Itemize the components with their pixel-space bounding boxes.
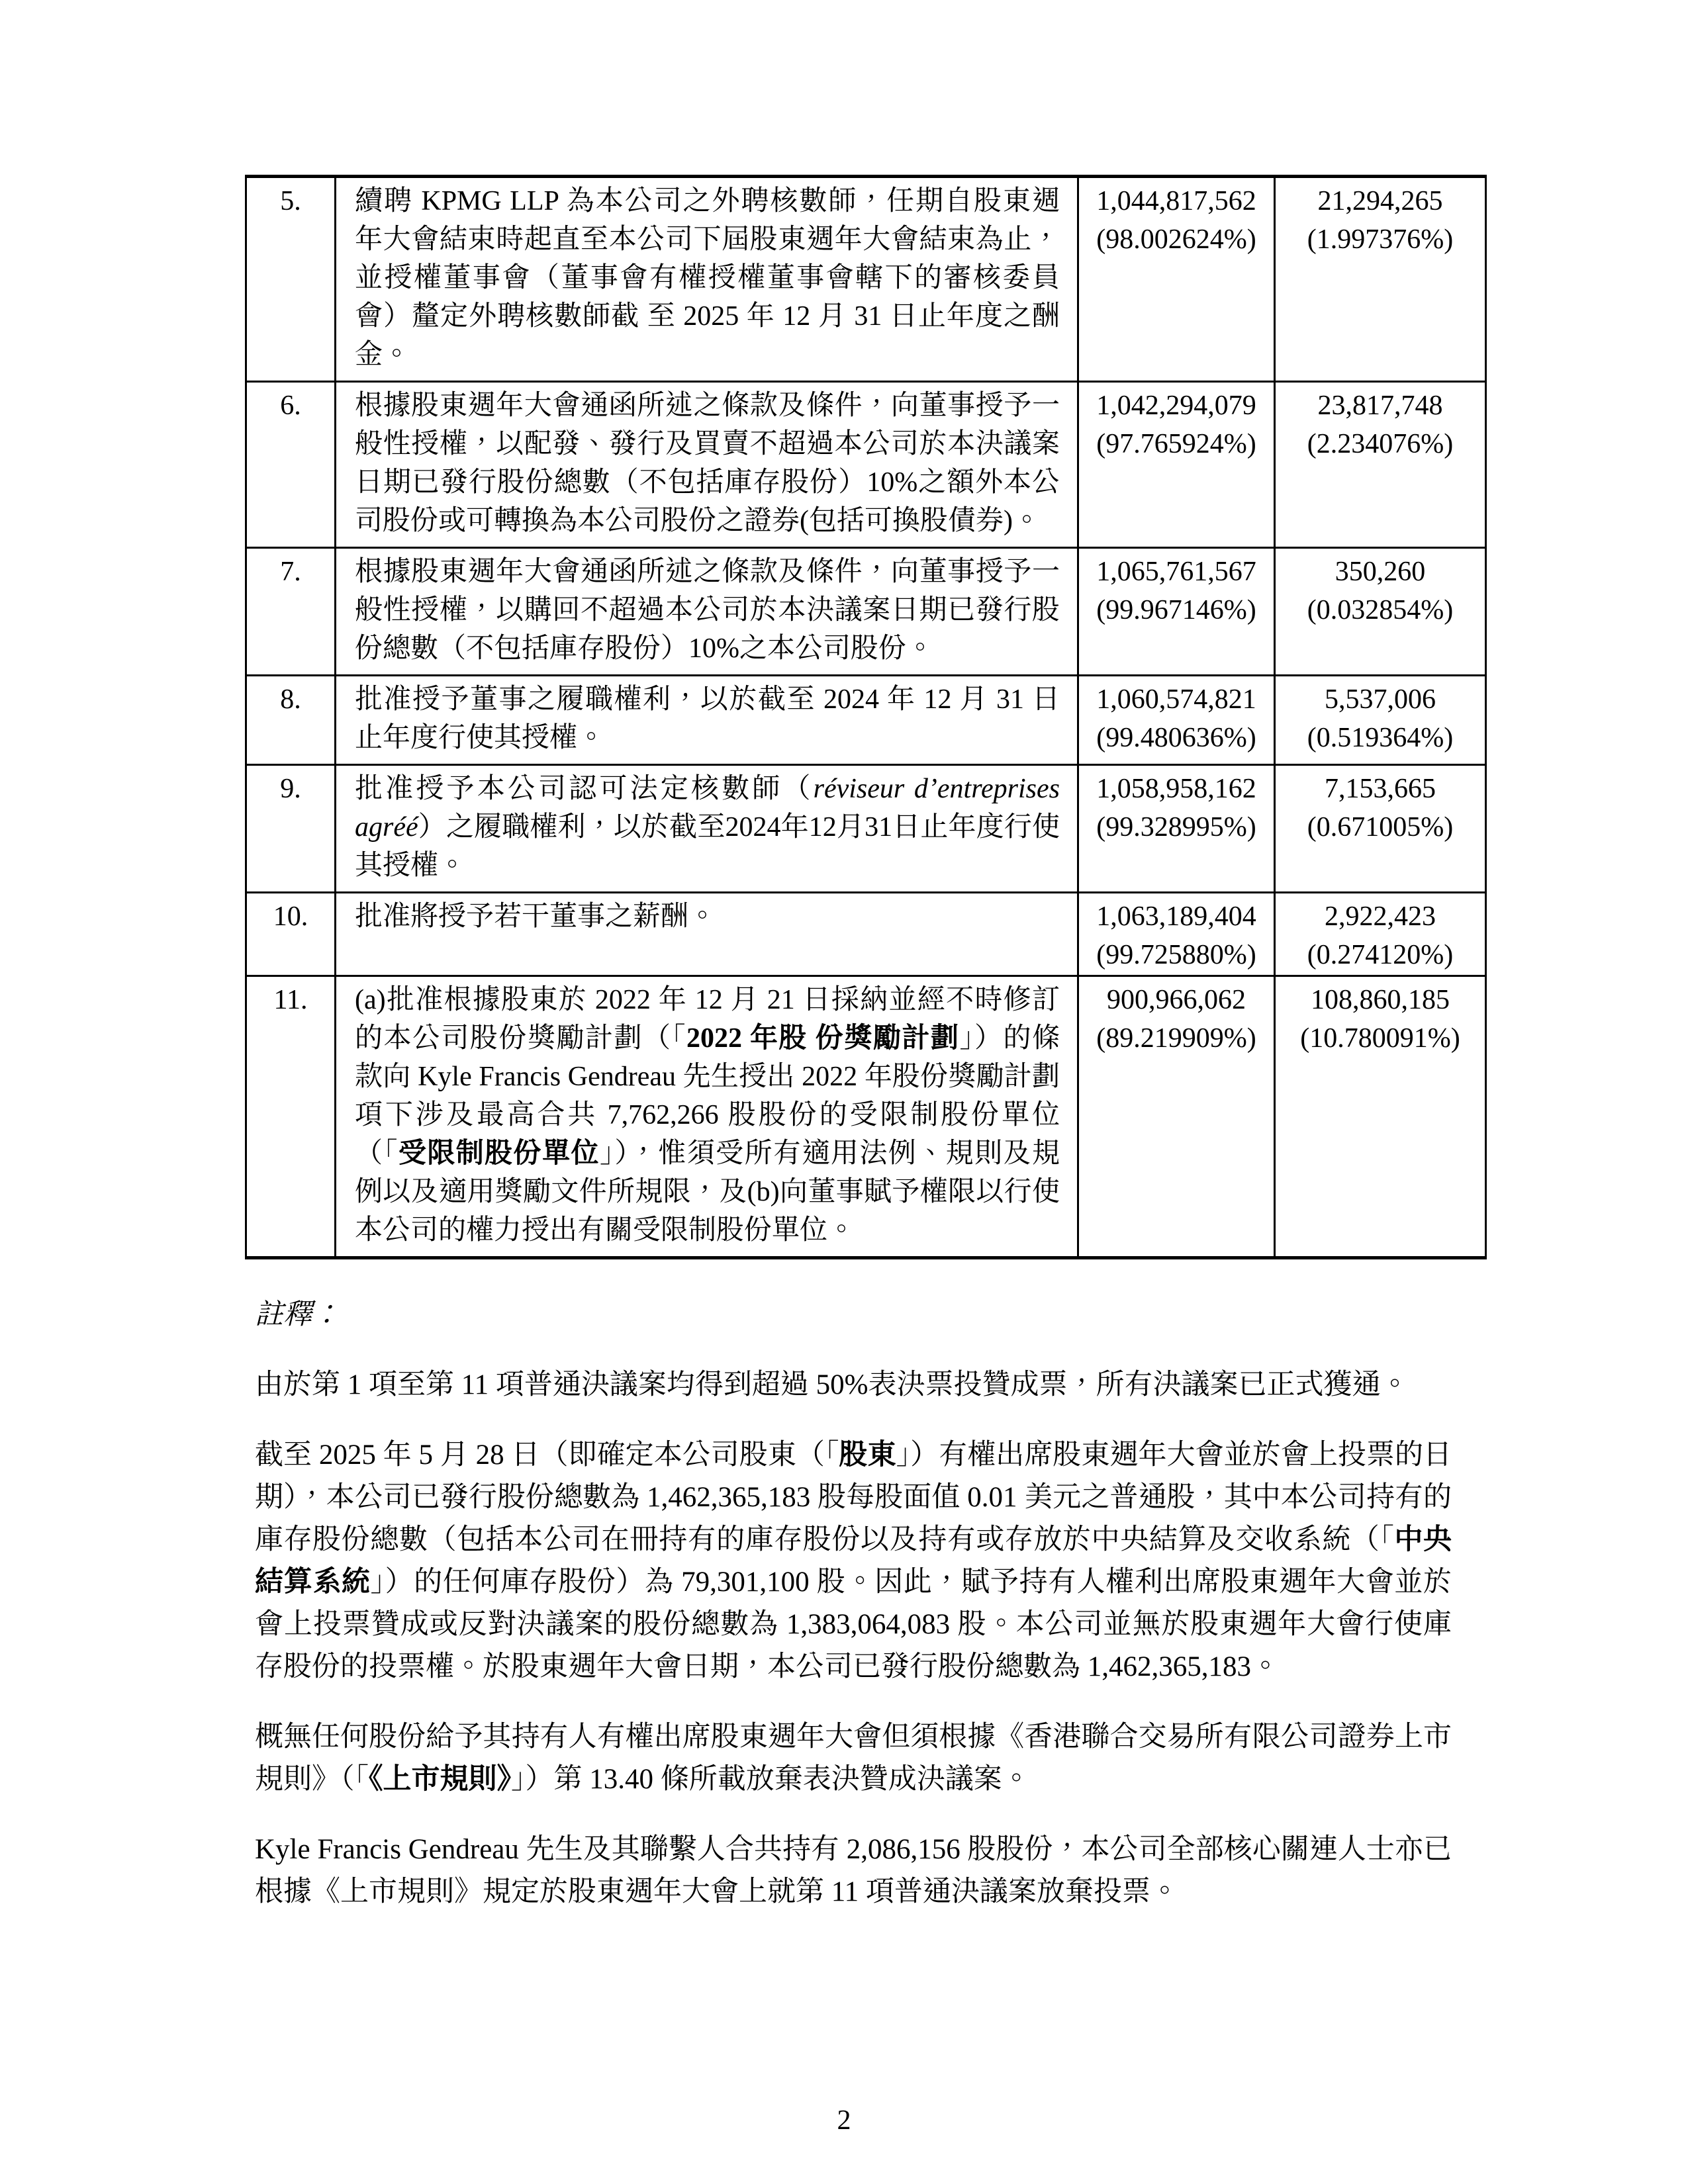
votes-against-cell <box>1275 548 1486 676</box>
page-number: 2 <box>837 2105 851 2136</box>
votes-for-cell <box>1078 976 1275 1258</box>
table-row <box>246 548 1486 676</box>
votes-against-percent: (0.671005%) <box>1307 812 1454 842</box>
votes-against-percent: (10.780091%) <box>1300 1023 1460 1054</box>
votes-for-count: 1,058,958,162 <box>1096 774 1256 804</box>
note-paragraph-share-capital: 截至 2025 年 5 月 28 日（即確定本公司股東（「股東」）有權出席股東週年大會並於會上投票的日期），本公司已發行股份總數為 1,462,365,183 股每股面值 0.01 美元之普通股，其中本公司持有的庫存股份總數（包括本公司在冊持有的庫存股份以及持有或存放於中央結算及交收系統（「中央結算系統」）的任何庫存股份）為 79,301,100 股。因此，賦予持有人權利出席股東週年大會並於會上投票贊成或反對決議案的股份總數為 1,383,064,083 股。本公司並無於股東週年大會行使庫存股份的投票權。於股東週年大會日期，本公司已發行股份總數為 1,462,365,183。 <box>255 1439 1452 1682</box>
votes-against-cell <box>1275 765 1486 893</box>
resolutions-table-body <box>246 177 1486 1258</box>
table-row <box>246 382 1486 548</box>
resolution-number: 7. <box>246 548 336 676</box>
votes-against-count: 7,153,665 <box>1325 774 1436 804</box>
resolution-description: 續聘 KPMG LLP 為本公司之外聘核數師，任期自股東週年大會結束時起直至本公司下屆股東週年大會結束為止，並授權董事會（董事會有權授權董事會轄下的審核委員會）釐定外聘核數師截 至 2025 年 12 月 31 日止年度之酬金。 <box>336 177 1078 382</box>
resolution-description: (a)批准根據股東於 2022 年 12 月 21 日採納並經不時修訂的本公司股份獎勵計劃（「2022 年股 份獎勵計劃」）的條款向 Kyle Francis Gendreau 先生授出 2022 年股份獎勵計劃項下涉及最高合共 7,762,266 股股份的受限制股份單位（「受限制股份單位」），惟須受所有適用法例、規則及規例以及適用獎勵文件所規限，及(b)向董事賦予權限以行使本公司的權力授出有關受限制股份單位。 <box>336 976 1078 1258</box>
resolution-number: 6. <box>246 382 336 548</box>
votes-for-count: 900,966,062 <box>1107 985 1246 1015</box>
resolution-number: 8. <box>246 676 336 765</box>
votes-against-count: 350,260 <box>1335 557 1426 587</box>
votes-against-cell <box>1275 893 1486 976</box>
resolution-description: 批准授予董事之履職權利，以於截至 2024 年 12 月 31 日止年度行使其授權。 <box>336 676 1078 765</box>
resolution-description: 批准將授予若干董事之薪酬。 <box>336 893 1078 976</box>
votes-against-count: 108,860,185 <box>1311 985 1450 1015</box>
votes-for-percent: (97.765924%) <box>1096 429 1256 459</box>
votes-for-count: 1,065,761,567 <box>1096 557 1256 587</box>
table-row <box>246 893 1486 976</box>
votes-against-percent: (0.032854%) <box>1307 595 1454 625</box>
resolution-number: 11. <box>246 976 336 1258</box>
votes-against-cell <box>1275 382 1486 548</box>
table-row <box>246 976 1486 1258</box>
votes-for-cell <box>1078 676 1275 765</box>
votes-against-percent: (1.997376%) <box>1307 224 1454 255</box>
votes-for-percent: (99.725880%) <box>1096 940 1256 970</box>
votes-for-cell <box>1078 548 1275 676</box>
votes-against-percent: (0.274120%) <box>1307 940 1454 970</box>
resolution-description: 根據股東週年大會通函所述之條款及條件，向董事授予一般性授權，以購回不超過本公司於本決議案日期已發行股份總數（不包括庫存股份）10%之本公司股份。 <box>336 548 1078 676</box>
page-content <box>245 175 1485 1913</box>
resolution-description: 批准授予本公司認可法定核數師（réviseur d’entreprises agréé）之履職權利，以於截至2024年12月31日止年度行使其授權。 <box>336 765 1078 893</box>
note-paragraph-listing-rule-1340: 概無任何股份給予其持有人有權出席股東週年大會但須根據《香港聯合交易所有限公司證券上市規則》（「《上市規則》」）第 13.40 條所載放棄表決贊成決議案。 <box>255 1721 1452 1795</box>
notes-section <box>255 1294 1452 1913</box>
resolution-description: 根據股東週年大會通函所述之條款及條件，向董事授予一般性授權，以配發、發行及買賣不超過本公司於本決議案日期已發行股份總數（不包括庫存股份）10%之額外本公司股份或可轉換為本公司股份之證券(包括可換股債券)。 <box>336 382 1078 548</box>
note-paragraph-abstention: Kyle Francis Gendreau 先生及其聯繫人合共持有 2,086,156 股股份，本公司全部核心關連人士亦已根據《上市規則》規定於股東週年大會上就第 11 項普通決議案放棄投票。 <box>255 1834 1452 1907</box>
resolution-number: 10. <box>246 893 336 976</box>
votes-for-percent: (89.219909%) <box>1096 1023 1256 1054</box>
votes-for-cell <box>1078 382 1275 548</box>
table-row <box>246 765 1486 893</box>
votes-for-cell <box>1078 893 1275 976</box>
votes-for-cell <box>1078 765 1275 893</box>
votes-against-percent: (0.519364%) <box>1307 723 1454 753</box>
votes-against-count: 2,922,423 <box>1325 901 1436 932</box>
votes-against-cell <box>1275 676 1486 765</box>
votes-for-count: 1,042,294,079 <box>1096 390 1256 421</box>
votes-for-cell <box>1078 177 1275 382</box>
votes-against-count: 5,537,006 <box>1325 684 1436 715</box>
votes-for-percent: (99.480636%) <box>1096 723 1256 753</box>
note-paragraph-resolutions-passed: 由於第 1 項至第 11 項普通決議案均得到超過 50%表決票投贊成票，所有決議案已正式獲通。 <box>255 1369 1409 1400</box>
resolution-number: 9. <box>246 765 336 893</box>
voting-results-table <box>245 175 1487 1259</box>
votes-against-count: 23,817,748 <box>1317 390 1443 421</box>
table-row <box>246 676 1486 765</box>
notes-heading: 註釋： <box>255 1299 340 1330</box>
votes-for-count: 1,060,574,821 <box>1096 684 1256 715</box>
votes-against-cell <box>1275 177 1486 382</box>
votes-for-count: 1,044,817,562 <box>1096 186 1256 216</box>
votes-for-percent: (99.328995%) <box>1096 812 1256 842</box>
votes-against-count: 21,294,265 <box>1317 186 1443 216</box>
table-row <box>246 177 1486 382</box>
votes-for-percent: (98.002624%) <box>1096 224 1256 255</box>
votes-against-cell <box>1275 976 1486 1258</box>
votes-for-percent: (99.967146%) <box>1096 595 1256 625</box>
votes-against-percent: (2.234076%) <box>1307 429 1454 459</box>
votes-for-count: 1,063,189,404 <box>1096 901 1256 932</box>
resolution-number: 5. <box>246 177 336 382</box>
